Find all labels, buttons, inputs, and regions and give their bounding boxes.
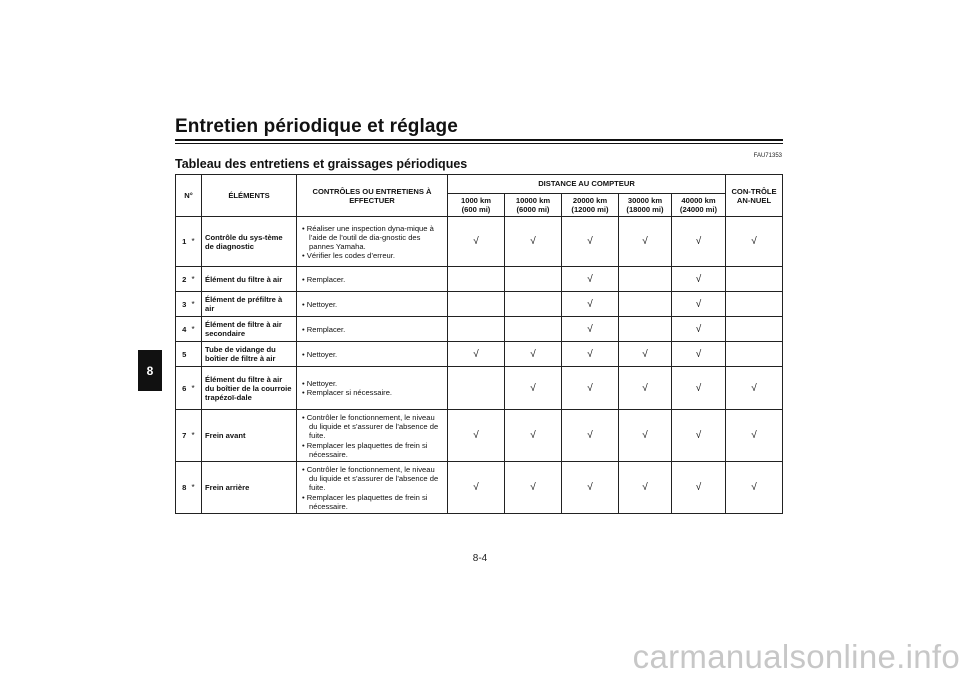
check-cell-distance-1: [448, 410, 505, 462]
check-mark-icon: √: [587, 298, 593, 310]
title-rule-thin: [175, 143, 783, 144]
check-mark-icon: √: [751, 382, 757, 394]
action-text: Nettoyer.: [306, 379, 338, 389]
check-cell-distance-5: [672, 367, 726, 410]
check-cell-distance-1: [448, 317, 505, 342]
col-header-annual: CON-TRÔLE AN-NUEL: [726, 175, 783, 217]
table-body: [176, 217, 783, 514]
check-cell-distance-1: [448, 462, 505, 514]
check-mark-icon: √: [642, 236, 648, 248]
action-item: [300, 388, 444, 397]
check-cell-distance-3: [562, 292, 619, 317]
dealer-service-mark: [192, 342, 202, 367]
distance-mi: (6000 mi): [516, 205, 550, 215]
action-text: Remplacer les plaquettes de frein si nécessaire.: [306, 440, 428, 459]
check-cell-annual: [726, 410, 783, 462]
check-cell-distance-3: [562, 410, 619, 462]
table-row: [176, 267, 783, 292]
maintenance-table: [175, 174, 783, 514]
item-actions: [297, 292, 448, 317]
check-cell-distance-4: [619, 367, 672, 410]
action-item: [300, 493, 444, 511]
check-mark-icon: √: [530, 482, 536, 494]
check-cell-distance-4: [619, 292, 672, 317]
check-mark-icon: √: [473, 430, 479, 442]
action-text: Nettoyer.: [306, 299, 338, 309]
check-cell-annual: [726, 217, 783, 267]
col-header-distance-3: [562, 194, 619, 217]
action-list: [300, 224, 444, 261]
check-cell-annual: [726, 267, 783, 292]
bullet-icon: •: [302, 324, 307, 334]
check-mark-icon: √: [695, 382, 702, 394]
action-item: [300, 350, 444, 359]
check-mark-icon: √: [587, 348, 593, 360]
bullet-icon: •: [302, 492, 307, 502]
action-item: [300, 379, 444, 388]
distance-mi: (24000 mi): [679, 205, 718, 215]
title-rule: [175, 139, 783, 141]
check-cell-distance-1: [448, 292, 505, 317]
check-mark-icon: √: [587, 236, 593, 248]
action-text: Contrôler le fonctionnement, le niveau du liquide et s’assurer de l’absence de fuite.: [306, 464, 439, 493]
action-text: Vérifier les codes d’erreur.: [306, 251, 395, 261]
bullet-icon: •: [302, 379, 307, 389]
col-header-distance-4: [619, 194, 672, 217]
col-header-distance-5: [672, 194, 726, 217]
check-mark-icon: √: [473, 236, 479, 248]
header-row-top: [176, 175, 783, 194]
distance-km: 1000 km: [461, 196, 491, 205]
table-row: [176, 342, 783, 367]
item-actions: [297, 410, 448, 462]
check-cell-distance-5: [672, 410, 726, 462]
check-mark-icon: √: [695, 482, 702, 494]
action-list: [300, 379, 444, 397]
action-list: [300, 350, 444, 359]
check-cell-distance-2: [505, 217, 562, 267]
row-number: 2: [176, 267, 192, 292]
check-mark-icon: √: [587, 482, 593, 494]
bullet-icon: •: [302, 349, 307, 359]
check-cell-annual: [726, 462, 783, 514]
check-cell-distance-4: [619, 410, 672, 462]
col-header-num: N°: [176, 175, 202, 217]
check-cell-distance-1: [448, 267, 505, 292]
check-cell-distance-5: [672, 292, 726, 317]
action-item: [300, 275, 444, 284]
check-mark-icon: √: [473, 482, 479, 494]
check-cell-distance-5: [672, 317, 726, 342]
dealer-service-mark: *: [192, 267, 202, 292]
check-cell-distance-2: [505, 292, 562, 317]
check-mark-icon: √: [530, 236, 536, 248]
check-cell-distance-5: [672, 217, 726, 267]
action-item: [300, 251, 444, 260]
action-list: [300, 465, 444, 511]
dealer-service-mark: *: [192, 317, 202, 342]
item-actions: [297, 342, 448, 367]
item-name: Élément du filtre à air: [202, 267, 297, 292]
action-item: [300, 325, 444, 334]
check-cell-distance-4: [619, 217, 672, 267]
check-mark-icon: √: [642, 482, 648, 494]
action-text: Nettoyer.: [306, 349, 338, 359]
check-mark-icon: √: [751, 236, 757, 248]
check-mark-icon: √: [642, 348, 648, 360]
row-number: 7: [176, 410, 192, 462]
bullet-icon: •: [302, 223, 307, 233]
distance-km: 40000 km: [681, 196, 716, 205]
check-cell-distance-3: [562, 342, 619, 367]
check-cell-distance-3: [562, 317, 619, 342]
bullet-icon: •: [302, 388, 307, 398]
action-text: Remplacer les plaquettes de frein si nécessaire.: [306, 492, 428, 511]
watermark: carmanualsonline.info: [632, 638, 960, 675]
check-mark-icon: √: [530, 348, 536, 360]
bullet-icon: •: [302, 464, 307, 474]
check-cell-distance-1: [448, 342, 505, 367]
bullet-icon: •: [302, 412, 307, 422]
check-cell-distance-3: [562, 462, 619, 514]
col-header-distance: DISTANCE AU COMPTEUR: [448, 175, 726, 194]
item-actions: [297, 462, 448, 514]
item-actions: [297, 317, 448, 342]
col-header-items: ÉLÉMENTS: [202, 175, 297, 217]
item-name: Contrôle du sys-tème de diagnostic: [202, 217, 297, 267]
bullet-icon: •: [302, 440, 307, 450]
check-mark-icon: √: [751, 482, 757, 494]
action-text: Remplacer.: [306, 324, 346, 334]
table-row: [176, 367, 783, 410]
check-cell-distance-1: [448, 217, 505, 267]
action-list: [300, 300, 444, 309]
check-cell-annual: [726, 292, 783, 317]
dealer-service-mark: *: [192, 367, 202, 410]
col-header-actions: CONTRÔLES OU ENTRETIENS À EFFECTUER: [297, 175, 448, 217]
action-item: [300, 300, 444, 309]
check-cell-annual: [726, 367, 783, 410]
check-mark-icon: √: [695, 236, 702, 248]
row-number: 8: [176, 462, 192, 514]
action-item: [300, 413, 444, 441]
page-number: 8-4: [472, 553, 488, 564]
check-cell-distance-4: [619, 267, 672, 292]
row-number: 4: [176, 317, 192, 342]
check-cell-distance-3: [562, 267, 619, 292]
bullet-icon: •: [302, 251, 307, 261]
item-actions: [297, 217, 448, 267]
table-row: [176, 462, 783, 514]
bullet-icon: •: [302, 274, 307, 284]
check-cell-distance-4: [619, 342, 672, 367]
check-mark-icon: √: [695, 348, 702, 360]
check-mark-icon: √: [587, 273, 593, 285]
action-list: [300, 325, 444, 334]
item-name: Frein avant: [202, 410, 297, 462]
row-number: 6: [176, 367, 192, 410]
distance-km: 30000 km: [627, 196, 663, 205]
item-name: Élément de filtre à air secondaire: [202, 317, 297, 342]
action-text: Réaliser une inspection dyna-mique à l’aide de l’outil de dia-gnostic des pannes Yamaha.: [306, 223, 434, 251]
check-cell-annual: [726, 342, 783, 367]
item-name: Tube de vidange du boîtier de filtre à air: [202, 342, 297, 367]
check-mark-icon: √: [642, 430, 648, 442]
distance-km: 20000 km: [572, 196, 608, 205]
distance-mi: (18000 mi): [626, 205, 664, 215]
action-item: [300, 465, 444, 493]
check-cell-distance-2: [505, 410, 562, 462]
action-item: [300, 441, 444, 459]
row-number: 5: [176, 342, 192, 367]
item-actions: [297, 367, 448, 410]
check-mark-icon: √: [695, 430, 702, 442]
check-mark-icon: √: [751, 430, 757, 442]
action-item: [300, 224, 444, 252]
check-mark-icon: √: [530, 430, 536, 442]
table-row: [176, 410, 783, 462]
dealer-service-mark: *: [192, 410, 202, 462]
item-name: Frein arrière: [202, 462, 297, 514]
distance-mi: (12000 mi): [571, 205, 609, 215]
check-cell-distance-3: [562, 217, 619, 267]
check-cell-distance-5: [672, 342, 726, 367]
dealer-service-mark: *: [192, 217, 202, 267]
check-mark-icon: √: [530, 382, 536, 394]
bullet-icon: •: [302, 299, 307, 309]
action-text: Remplacer.: [306, 274, 346, 284]
action-text: Remplacer si nécessaire.: [306, 388, 393, 398]
check-mark-icon: √: [587, 382, 593, 394]
reference-code: FAU71353: [753, 153, 782, 159]
dealer-service-mark: *: [192, 462, 202, 514]
check-cell-distance-5: [672, 267, 726, 292]
check-mark-icon: √: [473, 348, 479, 360]
dealer-service-mark: *: [192, 292, 202, 317]
table-row: [176, 217, 783, 267]
check-mark-icon: √: [587, 323, 593, 335]
check-mark-icon: √: [587, 430, 593, 442]
col-header-distance-1: [448, 194, 505, 217]
check-mark-icon: √: [695, 323, 702, 335]
action-list: [300, 275, 444, 284]
item-name: Élément du filtre à air du boîtier de la courroie trapézoï-dale: [202, 367, 297, 410]
check-mark-icon: √: [695, 273, 702, 285]
check-mark-icon: √: [695, 298, 702, 310]
section-title: Tableau des entretiens et graissages périodiques: [175, 157, 468, 171]
item-actions: [297, 267, 448, 292]
col-header-distance-2: [505, 194, 562, 217]
distance-km: 10000 km: [515, 196, 551, 205]
check-cell-distance-2: [505, 317, 562, 342]
check-cell-distance-3: [562, 367, 619, 410]
check-cell-distance-5: [672, 462, 726, 514]
check-cell-distance-4: [619, 462, 672, 514]
check-cell-distance-1: [448, 367, 505, 410]
chapter-tab: 8: [138, 350, 162, 391]
row-number: 1: [176, 217, 192, 267]
check-cell-distance-2: [505, 267, 562, 292]
table-row: [176, 292, 783, 317]
distance-mi: (600 mi): [461, 205, 491, 215]
page-title: Entretien périodique et réglage: [175, 116, 458, 137]
check-cell-annual: [726, 317, 783, 342]
check-cell-distance-4: [619, 317, 672, 342]
check-cell-distance-2: [505, 462, 562, 514]
action-text: Contrôler le fonctionnement, le niveau du liquide et s’assurer de l’absence de fuite.: [306, 412, 439, 441]
row-number: 3: [176, 292, 192, 317]
check-cell-distance-2: [505, 367, 562, 410]
table-row: [176, 317, 783, 342]
check-cell-distance-2: [505, 342, 562, 367]
item-name: Élément de préfiltre à air: [202, 292, 297, 317]
check-mark-icon: √: [642, 382, 648, 394]
action-list: [300, 413, 444, 459]
